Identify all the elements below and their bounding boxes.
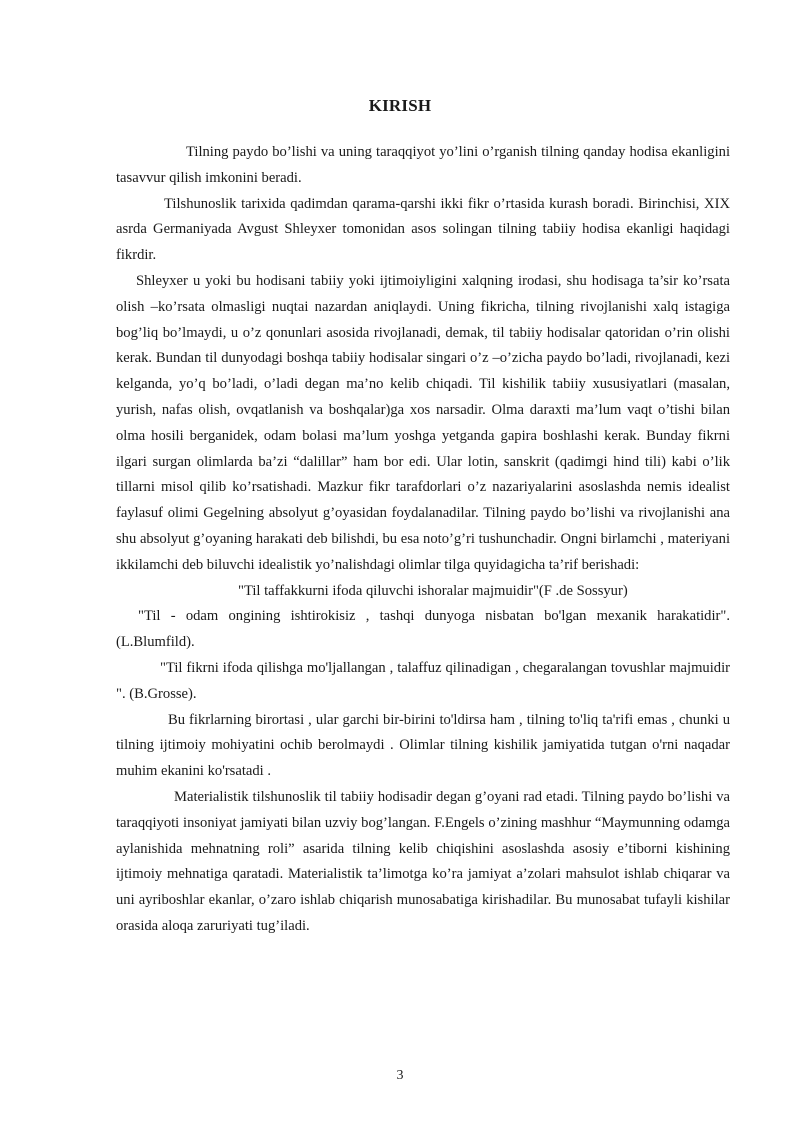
quote-bloomfield: "Til - odam ongining ishtirokisiz , tashqi dunyoga nisbatan bo'lgan mexanik harakatidir". (L.Blumfild).	[116, 608, 730, 651]
paragraph-schleicher: Shleyxer u yoki bu hodisani tabiiy yoki ijtimoiyligini xalqning irodasi, shu hodisaga ta’sir ko’rsata olish –ko’rsata olmasligi nuqtai nazardan aniqlaydi. Uning fikricha, tilning rivojlanishi xalq istagiga bog’liq bo’lmaydi, u o’z qonunlari asosida rivojlanadi, demak, til tabiiy hodisalar qatoridan o’rin olishi kerak. Bundan til dunyodagi boshqa tabiiy hodisalar singari o’z –o’zicha paydo bo’ladi, rivojlanadi, kezi kelganda, yo’q bo’ladi, o’ladi degan ma’no kelib chiqadi. Til kishilik tabiiy xususiyatlari (masalan, yurish, nafas olish, ovqatlanish va boshqalar)ga xos narsadir. Olma daraxti ma’lum vaqt o’tishi bilan olma hosili berganidek, odam bolasi ma’lum yoshga yetganda gapira boshlashi kerak. Bunday fikrni ilgari surgan olimlarda ba’zi “dalillar” ham bor edi. Ular lotin, sanskrit (qadimgi hind tili) kabi o’lik tillarni misol qilib ko’rsatishadi. Mazkur fikr tarafdorlari o’z nazariyalarini asoslashda nemis idealist faylasuf olimi Gegelning absolyut g’oyasidan foydalanadilar. Tilning paydo bo’lishi va rivojlanishi ana shu absolyut g’oyaning harakati deb bilishdi, bu esa noto’g’ri tushunchadir. Ongni birlamchi , materiyani ikkilamchi deb biluvchi idealistik yo’nalishdagi olimlar tilga quyidagicha ta’rif berishadi:	[116, 272, 730, 573]
paragraph-history: Tilshunoslik tarixida qadimdan qarama-qarshi ikki fikr o’rtasida kurash boradi. Birinchisi, XIX asrda Germaniyada Avgust Shleyxer tomonidan asos solingan tilning tabiiy hodisa ekanligi haqidagi fikrdir.	[116, 195, 730, 264]
quote-grosse: "Til fikrni ifoda qilishga mo'ljallangan , talaffuz qilinadigan , chegaralangan tovushlar majmuidir ". (B.Grosse).	[116, 659, 730, 702]
page-title: KIRISH	[368, 96, 432, 115]
paragraph-materialist: Materialistik tilshunoslik til tabiiy hodisadir degan g’oyani rad etadi. Tilning paydo bo’lishi va taraqqiyoti insoniyat jamiyati bilan uzviy bog’langan. F.Engels o’zining mashhur “Maymunning odamga aylanishida mehnatning roli” asarida tilning kelib chiqishini asoslashda asosiy e’tiborni kishining ijtimoiy mehnatiga qaratadi. Materialistik ta’limotga ko’ra jamiyat a’zolari mahsulot ishlab chiqarar va uni ayriboshlar ekanlar, o’zaro ishlab chiqarish munosabatiga kirishadilar. Bu munosabat tufayli kishilar orasida aloqa zaruriyati tug’iladi.	[116, 788, 730, 934]
paragraph-intro: Tilning paydo bo’lishi va uning taraqqiyot yo’lini o’rganish tilning qanday hodisa ekanligini tasavvur qilish imkonini beradi.	[116, 144, 730, 186]
page-number: 3	[396, 1068, 404, 1083]
paragraph-commentary: Bu fikrlarning birortasi , ular garchi bir-birini to'ldirsa ham , tilning to'liq ta'rifi emas , chunki u tilning ijtimoiy mohiyatini ochib berolmaydi . Olimlar tilning kishilik jamiyatida tutgan o'rni naqadar muhim ekanini ko'rsatadi .	[116, 711, 730, 780]
document-body	[116, 140, 730, 940]
quote-saussure: "Til taffakkurni ifoda qiluvchi ishoralar majmuidir"(F .de Sossyur)	[238, 582, 628, 599]
